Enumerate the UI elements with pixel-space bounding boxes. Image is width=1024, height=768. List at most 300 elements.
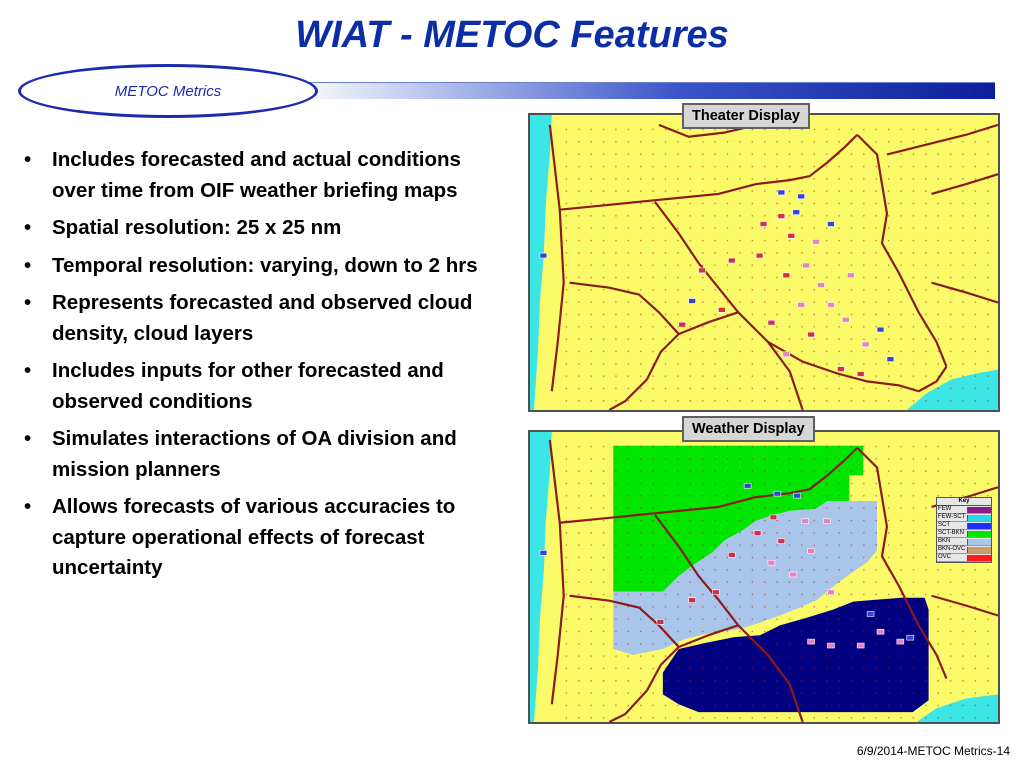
station-marker bbox=[857, 372, 864, 377]
grid-dot bbox=[851, 289, 852, 290]
grid-dot bbox=[987, 190, 988, 191]
key-label: SCT bbox=[938, 522, 950, 528]
grid-dot bbox=[590, 326, 591, 327]
grid-dot bbox=[851, 507, 852, 508]
grid-dot bbox=[640, 643, 641, 644]
grid-dot bbox=[702, 458, 703, 459]
grid-dot bbox=[690, 557, 691, 558]
grid-dot bbox=[913, 363, 914, 364]
grid-dot bbox=[578, 569, 579, 570]
grid-dot bbox=[640, 458, 641, 459]
grid-dot bbox=[615, 326, 616, 327]
grid-dot bbox=[739, 507, 740, 508]
grid-dot bbox=[950, 178, 951, 179]
grid-dot bbox=[925, 338, 926, 339]
grid-dot bbox=[677, 166, 678, 167]
grid-dot bbox=[851, 594, 852, 595]
grid-dot bbox=[925, 178, 926, 179]
grid-dot bbox=[826, 129, 827, 130]
grid-dot bbox=[888, 680, 889, 681]
grid-dot bbox=[566, 544, 567, 545]
grid-dot bbox=[814, 178, 815, 179]
grid-dot bbox=[925, 166, 926, 167]
grid-dot bbox=[876, 581, 877, 582]
grid-dot bbox=[838, 129, 839, 130]
grid-dot bbox=[888, 446, 889, 447]
grid-dot bbox=[665, 520, 666, 521]
grid-dot bbox=[665, 483, 666, 484]
grid-dot bbox=[752, 557, 753, 558]
grid-dot bbox=[727, 141, 728, 142]
grid-dot bbox=[962, 594, 963, 595]
grid-dot bbox=[603, 153, 604, 154]
grid-dot bbox=[615, 680, 616, 681]
grid-dot bbox=[628, 375, 629, 376]
grid-dot bbox=[603, 277, 604, 278]
grid-dot bbox=[665, 314, 666, 315]
grid-dot bbox=[987, 594, 988, 595]
grid-dot bbox=[739, 532, 740, 533]
grid-dot bbox=[590, 153, 591, 154]
grid-dot bbox=[776, 375, 777, 376]
grid-dot bbox=[714, 606, 715, 607]
grid-dot bbox=[615, 129, 616, 130]
grid-dot bbox=[677, 388, 678, 389]
grid-dot bbox=[640, 717, 641, 718]
grid-dot bbox=[975, 705, 976, 706]
grid-dot bbox=[727, 618, 728, 619]
grid-dot bbox=[640, 215, 641, 216]
grid-dot bbox=[863, 264, 864, 265]
grid-dot bbox=[640, 227, 641, 228]
grid-dot bbox=[615, 363, 616, 364]
grid-dot bbox=[913, 569, 914, 570]
grid-dot bbox=[640, 264, 641, 265]
grid-dot bbox=[702, 680, 703, 681]
grid-dot bbox=[752, 643, 753, 644]
grid-dot bbox=[913, 557, 914, 558]
grid-dot bbox=[702, 141, 703, 142]
station-marker bbox=[862, 342, 869, 347]
grid-dot bbox=[714, 532, 715, 533]
grid-dot bbox=[665, 326, 666, 327]
grid-dot bbox=[888, 215, 889, 216]
weather-station-markers bbox=[540, 190, 894, 376]
grid-dot bbox=[888, 655, 889, 656]
grid-dot bbox=[789, 215, 790, 216]
grid-dot bbox=[962, 215, 963, 216]
grid-dot bbox=[826, 338, 827, 339]
grid-dot bbox=[826, 215, 827, 216]
grid-dot bbox=[938, 458, 939, 459]
grid-dot bbox=[702, 470, 703, 471]
grid-dot bbox=[814, 400, 815, 401]
grid-dot bbox=[938, 166, 939, 167]
grid-dot bbox=[851, 388, 852, 389]
grid-dot bbox=[814, 680, 815, 681]
grid-dot bbox=[590, 643, 591, 644]
grid-dot bbox=[900, 581, 901, 582]
grid-dot bbox=[677, 240, 678, 241]
grid-dot bbox=[702, 705, 703, 706]
grid-dot bbox=[764, 544, 765, 545]
grid-dot bbox=[987, 264, 988, 265]
grid-dot bbox=[578, 594, 579, 595]
grid-dot bbox=[702, 446, 703, 447]
grid-dot bbox=[677, 705, 678, 706]
grid-dot bbox=[640, 203, 641, 204]
grid-dot bbox=[975, 470, 976, 471]
grid-dot bbox=[925, 153, 926, 154]
grid-dot bbox=[789, 166, 790, 167]
bullet-item: • Allows forecasts of various accuracies to capture operational effects of forecast uncertainty bbox=[24, 495, 456, 579]
grid-dot bbox=[814, 532, 815, 533]
grid-dot bbox=[677, 594, 678, 595]
station-marker bbox=[768, 320, 775, 325]
grid-dot bbox=[690, 326, 691, 327]
grid-dot bbox=[640, 178, 641, 179]
grid-dot bbox=[652, 631, 653, 632]
grid-dot bbox=[677, 227, 678, 228]
grid-dot bbox=[677, 289, 678, 290]
grid-dot bbox=[652, 326, 653, 327]
grid-dot bbox=[789, 375, 790, 376]
grid-dot bbox=[752, 252, 753, 253]
grid-dot bbox=[900, 190, 901, 191]
grid-dot bbox=[913, 458, 914, 459]
grid-dot bbox=[900, 314, 901, 315]
grid-dot bbox=[962, 631, 963, 632]
grid-dot bbox=[987, 375, 988, 376]
grid-dot bbox=[590, 338, 591, 339]
grid-dot bbox=[876, 277, 877, 278]
grid-dot bbox=[851, 520, 852, 521]
grid-dot bbox=[950, 141, 951, 142]
grid-dot bbox=[628, 388, 629, 389]
grid-dot bbox=[764, 129, 765, 130]
grid-dot bbox=[566, 129, 567, 130]
grid-dot bbox=[652, 252, 653, 253]
grid-dot bbox=[640, 532, 641, 533]
grid-dot bbox=[962, 277, 963, 278]
grid-dot bbox=[913, 594, 914, 595]
grid-dot bbox=[665, 507, 666, 508]
grid-dot bbox=[764, 680, 765, 681]
grid-dot bbox=[640, 680, 641, 681]
grid-dot bbox=[863, 190, 864, 191]
grid-dot bbox=[628, 655, 629, 656]
grid-dot bbox=[888, 277, 889, 278]
weather-display-label: Weather Display bbox=[682, 416, 815, 442]
grid-dot bbox=[789, 668, 790, 669]
station-marker bbox=[778, 214, 785, 219]
station-marker bbox=[808, 332, 815, 337]
grid-dot bbox=[739, 655, 740, 656]
grid-dot bbox=[975, 458, 976, 459]
grid-dot bbox=[900, 153, 901, 154]
grid-dot bbox=[690, 581, 691, 582]
grid-dot bbox=[590, 178, 591, 179]
grid-dot bbox=[640, 190, 641, 191]
grid-dot bbox=[652, 227, 653, 228]
grid-dot bbox=[578, 351, 579, 352]
grid-dot bbox=[863, 227, 864, 228]
grid-dot bbox=[640, 569, 641, 570]
grid-dot bbox=[962, 692, 963, 693]
grid-dot bbox=[776, 153, 777, 154]
grid-dot bbox=[863, 458, 864, 459]
grid-dot bbox=[727, 400, 728, 401]
grid-dot bbox=[690, 618, 691, 619]
grid-dot bbox=[950, 643, 951, 644]
grid-dot bbox=[714, 400, 715, 401]
grid-dot bbox=[838, 655, 839, 656]
grid-dot bbox=[801, 606, 802, 607]
grid-dot bbox=[640, 153, 641, 154]
grid-dot bbox=[702, 277, 703, 278]
grid-dot bbox=[975, 178, 976, 179]
bullet-item: • Simulates interactions of OA division and mission planners bbox=[24, 427, 457, 481]
grid-dot bbox=[690, 289, 691, 290]
grid-dot bbox=[863, 314, 864, 315]
grid-dot bbox=[838, 581, 839, 582]
grid-dot bbox=[900, 680, 901, 681]
grid-dot bbox=[739, 668, 740, 669]
grid-dot bbox=[826, 655, 827, 656]
station-marker bbox=[728, 552, 735, 557]
grid-dot bbox=[876, 520, 877, 521]
grid-dot bbox=[603, 203, 604, 204]
grid-dot bbox=[665, 705, 666, 706]
grid-dot bbox=[900, 458, 901, 459]
grid-dot bbox=[652, 301, 653, 302]
grid-dot bbox=[851, 470, 852, 471]
grid-dot bbox=[776, 470, 777, 471]
grid-dot bbox=[727, 215, 728, 216]
grid-dot bbox=[714, 446, 715, 447]
header-bar bbox=[290, 82, 995, 99]
grid-dot bbox=[702, 606, 703, 607]
grid-dot bbox=[752, 544, 753, 545]
grid-dot bbox=[603, 178, 604, 179]
grid-dot bbox=[814, 692, 815, 693]
grid-dot bbox=[739, 252, 740, 253]
grid-dot bbox=[665, 532, 666, 533]
grid-dot bbox=[888, 532, 889, 533]
grid-dot bbox=[975, 277, 976, 278]
grid-dot bbox=[677, 375, 678, 376]
grid-dot bbox=[913, 606, 914, 607]
grid-dot bbox=[826, 326, 827, 327]
grid-dot bbox=[801, 655, 802, 656]
grid-dot bbox=[764, 166, 765, 167]
grid-dot bbox=[876, 680, 877, 681]
grid-dot bbox=[962, 326, 963, 327]
grid-dot bbox=[640, 289, 641, 290]
grid-dot bbox=[888, 483, 889, 484]
grid-dot bbox=[900, 203, 901, 204]
grid-dot bbox=[913, 190, 914, 191]
station-marker bbox=[783, 273, 790, 278]
grid-dot bbox=[603, 166, 604, 167]
grid-dot bbox=[578, 470, 579, 471]
grid-dot bbox=[851, 351, 852, 352]
grid-dot bbox=[578, 190, 579, 191]
grid-dot bbox=[826, 363, 827, 364]
grid-dot bbox=[615, 557, 616, 558]
grid-dot bbox=[801, 129, 802, 130]
grid-dot bbox=[776, 532, 777, 533]
grid-dot bbox=[938, 363, 939, 364]
grid-dot bbox=[900, 166, 901, 167]
grid-dot bbox=[603, 227, 604, 228]
grid-dot bbox=[975, 240, 976, 241]
grid-dot bbox=[826, 594, 827, 595]
grid-dot bbox=[702, 594, 703, 595]
grid-dot bbox=[714, 326, 715, 327]
station-marker bbox=[744, 483, 751, 488]
grid-dot bbox=[714, 470, 715, 471]
grid-dot bbox=[876, 129, 877, 130]
grid-dot bbox=[863, 569, 864, 570]
grid-dot bbox=[900, 655, 901, 656]
grid-dot bbox=[925, 692, 926, 693]
grid-dot bbox=[801, 326, 802, 327]
grid-dot bbox=[801, 544, 802, 545]
grid-dot bbox=[888, 301, 889, 302]
grid-dot bbox=[776, 631, 777, 632]
grid-dot bbox=[603, 190, 604, 191]
grid-dot bbox=[714, 655, 715, 656]
grid-dot bbox=[727, 581, 728, 582]
grid-dot bbox=[851, 400, 852, 401]
grid-dot bbox=[814, 470, 815, 471]
grid-dot bbox=[888, 264, 889, 265]
grid-dot bbox=[814, 338, 815, 339]
grid-dot bbox=[727, 483, 728, 484]
grid-dot bbox=[615, 532, 616, 533]
grid-dot bbox=[975, 166, 976, 167]
station-marker bbox=[813, 239, 820, 244]
grid-dot bbox=[739, 643, 740, 644]
grid-dot bbox=[801, 227, 802, 228]
grid-dot bbox=[752, 581, 753, 582]
grid-dot bbox=[603, 705, 604, 706]
grid-dot bbox=[702, 190, 703, 191]
grid-dot bbox=[987, 153, 988, 154]
grid-dot bbox=[851, 458, 852, 459]
grid-dot bbox=[925, 264, 926, 265]
grid-dot bbox=[578, 483, 579, 484]
grid-dot bbox=[776, 326, 777, 327]
grid-dot bbox=[962, 227, 963, 228]
grid-dot bbox=[640, 557, 641, 558]
grid-dot bbox=[640, 507, 641, 508]
grid-dot bbox=[876, 544, 877, 545]
grid-dot bbox=[888, 668, 889, 669]
grid-dot bbox=[900, 483, 901, 484]
grid-dot bbox=[727, 717, 728, 718]
grid-dot bbox=[702, 326, 703, 327]
grid-dot bbox=[640, 631, 641, 632]
grid-dot bbox=[628, 470, 629, 471]
grid-dot bbox=[987, 692, 988, 693]
grid-dot bbox=[975, 215, 976, 216]
grid-dot bbox=[764, 692, 765, 693]
grid-dot bbox=[776, 458, 777, 459]
station-marker bbox=[760, 222, 767, 227]
grid-dot bbox=[863, 557, 864, 558]
grid-dot bbox=[628, 178, 629, 179]
grid-dot bbox=[603, 240, 604, 241]
grid-dot bbox=[987, 227, 988, 228]
grid-dot bbox=[665, 606, 666, 607]
grid-dot bbox=[962, 363, 963, 364]
grid-dot bbox=[987, 569, 988, 570]
grid-dot bbox=[603, 557, 604, 558]
grid-dot bbox=[628, 569, 629, 570]
grid-dot bbox=[900, 227, 901, 228]
grid-dot bbox=[925, 227, 926, 228]
theater-display-label: Theater Display bbox=[682, 103, 810, 129]
bullet-text: Spatial resolution: 25 x 25 nm bbox=[52, 216, 342, 239]
grid-dot bbox=[739, 520, 740, 521]
grid-dot bbox=[739, 203, 740, 204]
bullet-text: Includes forecasted and actual conditions over time from OIF weather briefing maps bbox=[52, 148, 461, 202]
grid-dot bbox=[628, 483, 629, 484]
grid-dot bbox=[814, 388, 815, 389]
grid-dot bbox=[764, 520, 765, 521]
grid-dot bbox=[789, 301, 790, 302]
grid-dot bbox=[727, 668, 728, 669]
grid-dot bbox=[888, 363, 889, 364]
grid-dot bbox=[640, 668, 641, 669]
grid-dot bbox=[925, 557, 926, 558]
grid-dot bbox=[603, 544, 604, 545]
grid-dot bbox=[838, 692, 839, 693]
grid-dot bbox=[975, 326, 976, 327]
grid-dot bbox=[752, 532, 753, 533]
grid-dot bbox=[838, 618, 839, 619]
grid-dot bbox=[863, 363, 864, 364]
grid-dot bbox=[628, 314, 629, 315]
grid-dot bbox=[876, 692, 877, 693]
grid-dot bbox=[876, 301, 877, 302]
grid-dot bbox=[714, 277, 715, 278]
grid-dot bbox=[652, 495, 653, 496]
grid-dot bbox=[900, 507, 901, 508]
grid-dot bbox=[615, 495, 616, 496]
grid-dot bbox=[690, 495, 691, 496]
grid-dot bbox=[665, 594, 666, 595]
grid-dot bbox=[962, 618, 963, 619]
grid-dot bbox=[615, 569, 616, 570]
grid-dot bbox=[578, 717, 579, 718]
grid-dot bbox=[752, 458, 753, 459]
grid-dot bbox=[764, 470, 765, 471]
grid-dot bbox=[702, 520, 703, 521]
grid-dot bbox=[789, 495, 790, 496]
grid-dot bbox=[566, 581, 567, 582]
grid-dot bbox=[913, 215, 914, 216]
grid-dot bbox=[801, 388, 802, 389]
key-swatch bbox=[967, 531, 991, 537]
grid-dot bbox=[900, 532, 901, 533]
grid-dot bbox=[876, 618, 877, 619]
grid-dot bbox=[987, 717, 988, 718]
grid-dot bbox=[913, 544, 914, 545]
grid-dot bbox=[913, 705, 914, 706]
